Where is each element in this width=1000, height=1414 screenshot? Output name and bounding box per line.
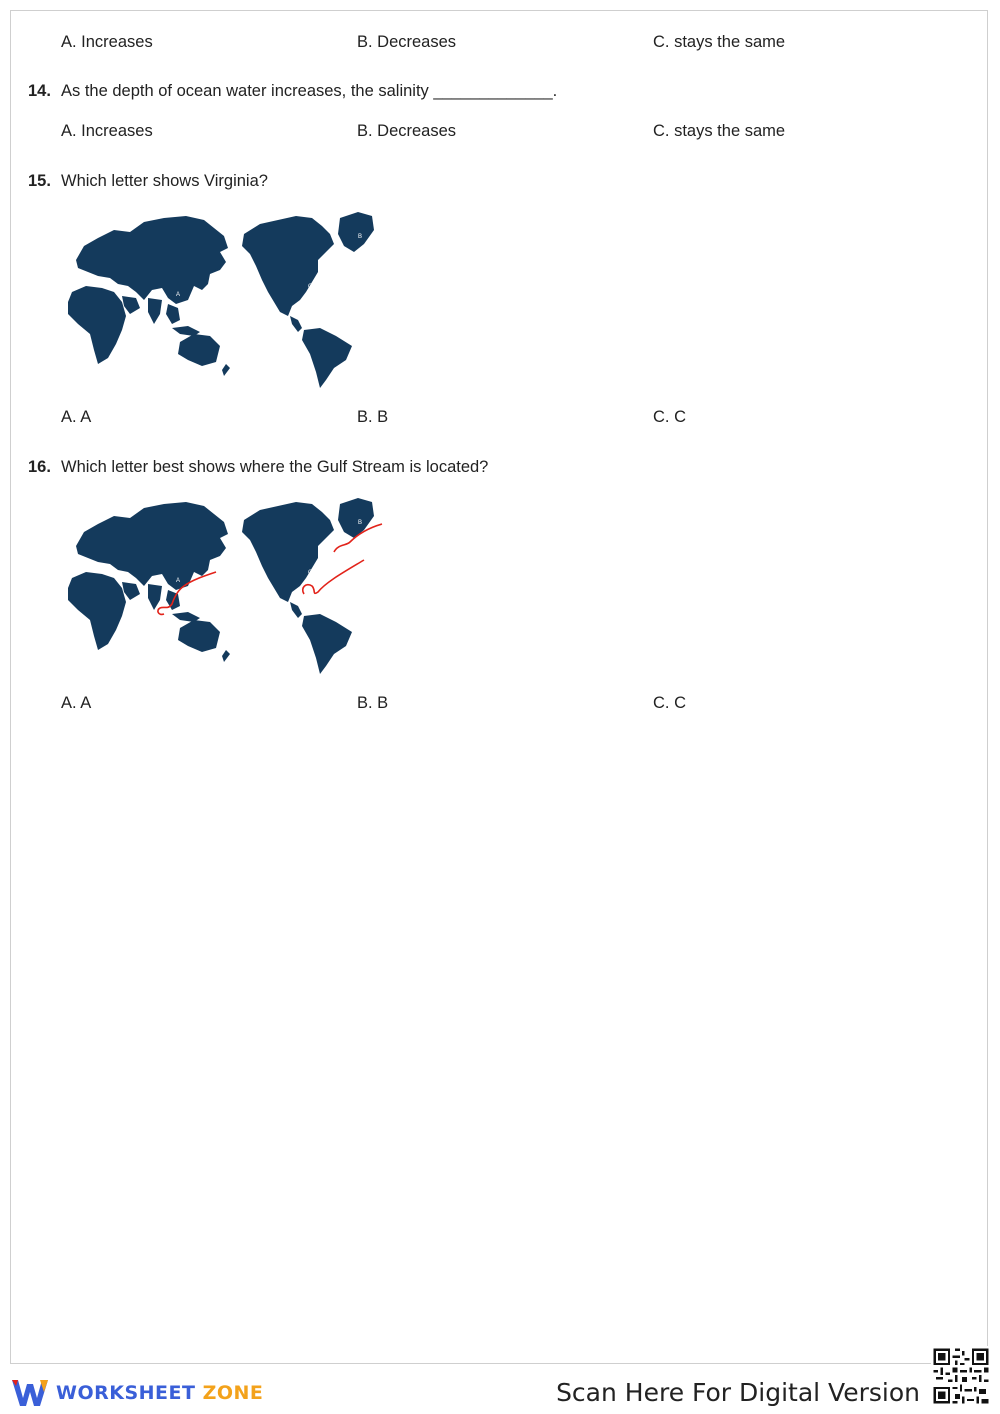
- q13-option-b[interactable]: B. Decreases: [357, 33, 457, 51]
- q15-option-a[interactable]: A. A: [61, 408, 92, 426]
- q16-option-b[interactable]: B. B: [357, 694, 389, 712]
- question-text: Which letter best shows where the Gulf Stream is located?: [61, 458, 489, 476]
- q15-options: [61, 408, 961, 432]
- logo-text: [56, 1382, 263, 1404]
- q15-option-b[interactable]: B. B: [357, 408, 389, 426]
- q14-option-a[interactable]: A. Increases: [61, 122, 153, 140]
- qr-code-icon[interactable]: [931, 1346, 991, 1406]
- map-label-c: C: [308, 570, 313, 576]
- q14-options: [61, 122, 961, 146]
- map-label-b: B: [358, 234, 363, 240]
- map-label-b: B: [358, 520, 363, 526]
- q16-options: [61, 694, 961, 718]
- q14-option-b[interactable]: B. Decreases: [357, 122, 457, 140]
- map-label-c: C: [308, 284, 313, 290]
- scan-here-text: Scan Here For Digital Version: [556, 1378, 920, 1407]
- map-label-a: A: [176, 578, 181, 584]
- q13-option-a[interactable]: A. Increases: [61, 33, 153, 51]
- logo-text-zone: ZONE: [202, 1382, 264, 1404]
- logo-w-icon: [10, 1376, 50, 1410]
- q13-options: [61, 33, 961, 57]
- question-number: 15.: [28, 172, 51, 190]
- q16-option-c[interactable]: C. C: [653, 694, 686, 712]
- question-number: 16.: [28, 458, 51, 476]
- world-map-gulf-stream: [64, 494, 384, 674]
- question-number: 14.: [28, 82, 51, 100]
- map-label-a: A: [176, 292, 181, 298]
- q15-option-c[interactable]: C. C: [653, 408, 686, 426]
- q14-option-c[interactable]: C. stays the same: [653, 122, 786, 140]
- world-map-virginia: [64, 208, 384, 388]
- logo-text-worksheet: WORKSHEET: [56, 1382, 196, 1404]
- question-text: Which letter shows Virginia?: [61, 172, 268, 190]
- q13-option-c[interactable]: C. stays the same: [653, 33, 786, 51]
- question-text: As the depth of ocean water increases, the salinity _____________.: [61, 82, 558, 100]
- worksheet-zone-logo[interactable]: [10, 1376, 263, 1410]
- q16-option-a[interactable]: A. A: [61, 694, 92, 712]
